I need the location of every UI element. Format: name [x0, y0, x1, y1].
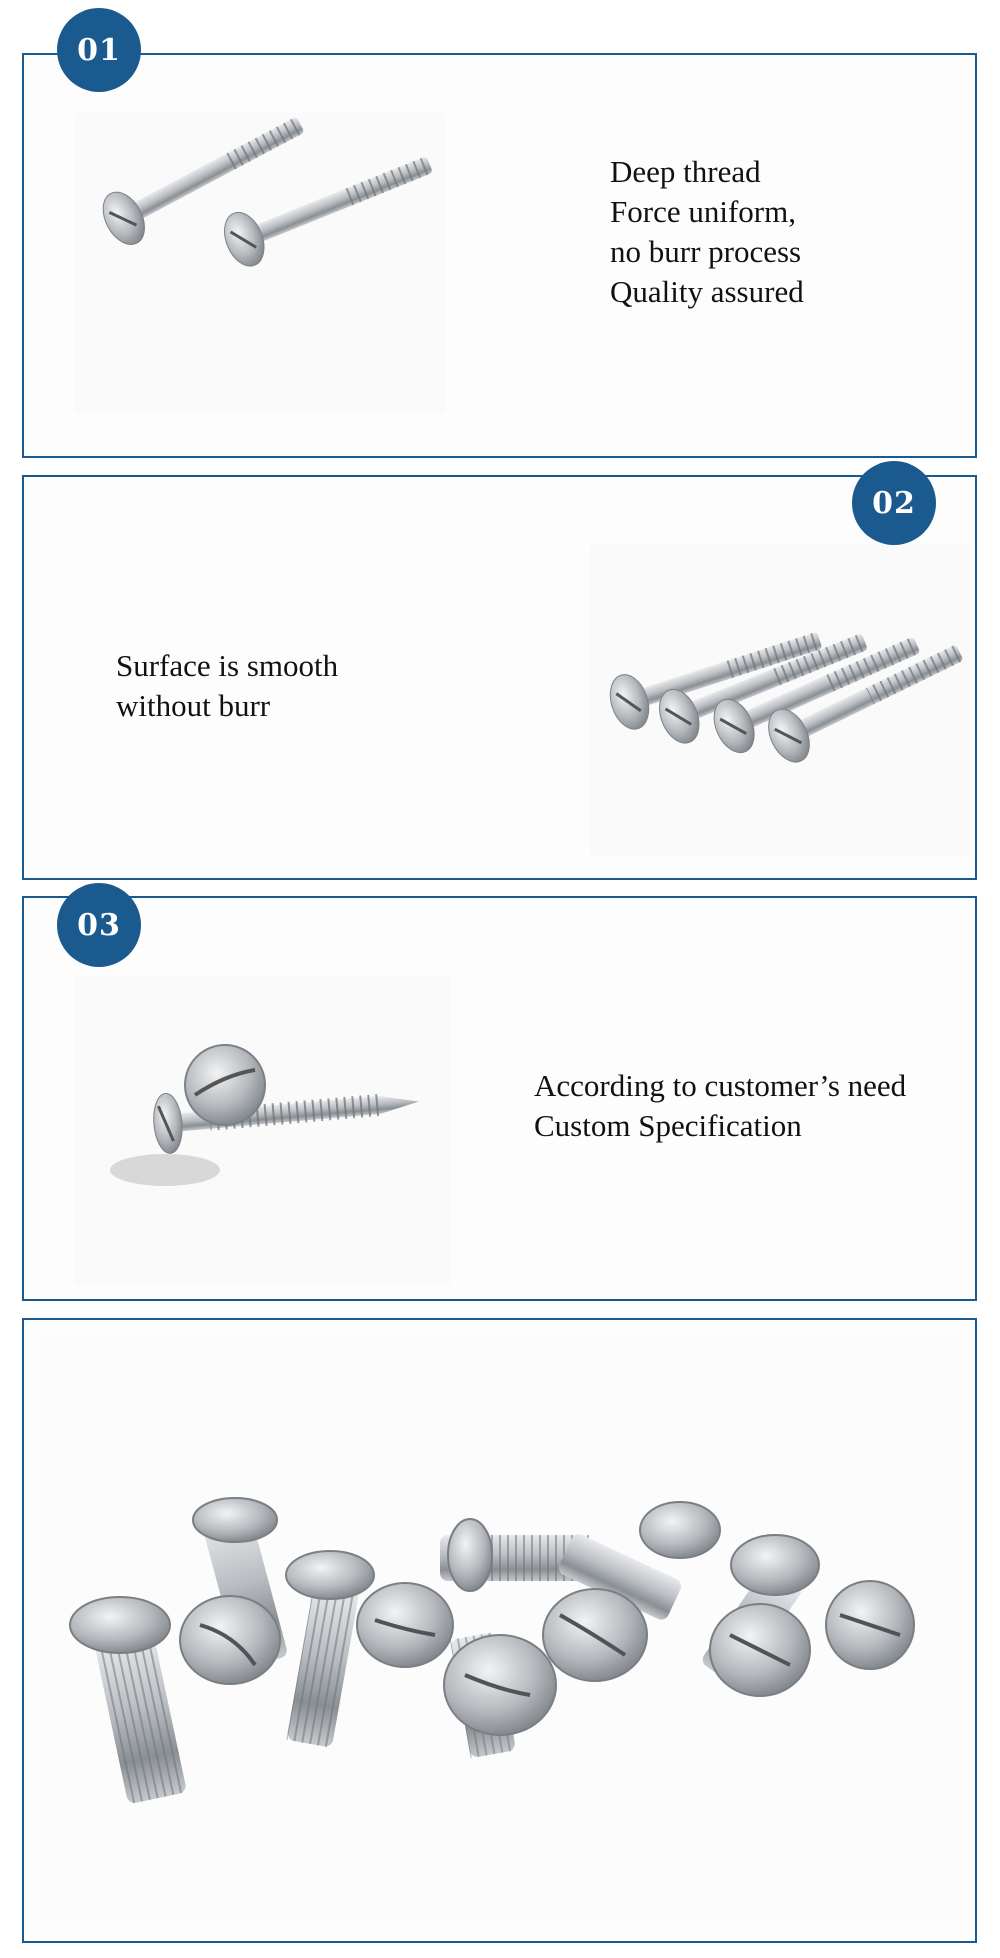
feature-line: without burr: [116, 688, 271, 723]
feature-text-02: [116, 646, 338, 726]
two-long-screws-photo: [75, 113, 445, 413]
feature-line: Custom Specification: [534, 1108, 802, 1143]
tapping-screws-photo: [75, 975, 450, 1285]
feature-line: no burr process: [610, 234, 802, 269]
feature-text-03: [534, 1066, 906, 1146]
pile-of-screws-photo: [40, 1335, 960, 1925]
step-badge-01: 01: [57, 8, 141, 92]
feature-line: Quality assured: [610, 274, 804, 309]
feature-line: According to customer’s need: [534, 1068, 907, 1103]
step-badge-02: 02: [852, 461, 936, 545]
four-long-screws-photo: [590, 545, 970, 855]
step-badge-03: 03: [57, 883, 141, 967]
feature-text-01: [610, 152, 804, 312]
feature-line: Deep thread: [610, 154, 761, 189]
feature-line: Force uniform,: [610, 194, 796, 229]
feature-line: Surface is smooth: [116, 648, 339, 683]
